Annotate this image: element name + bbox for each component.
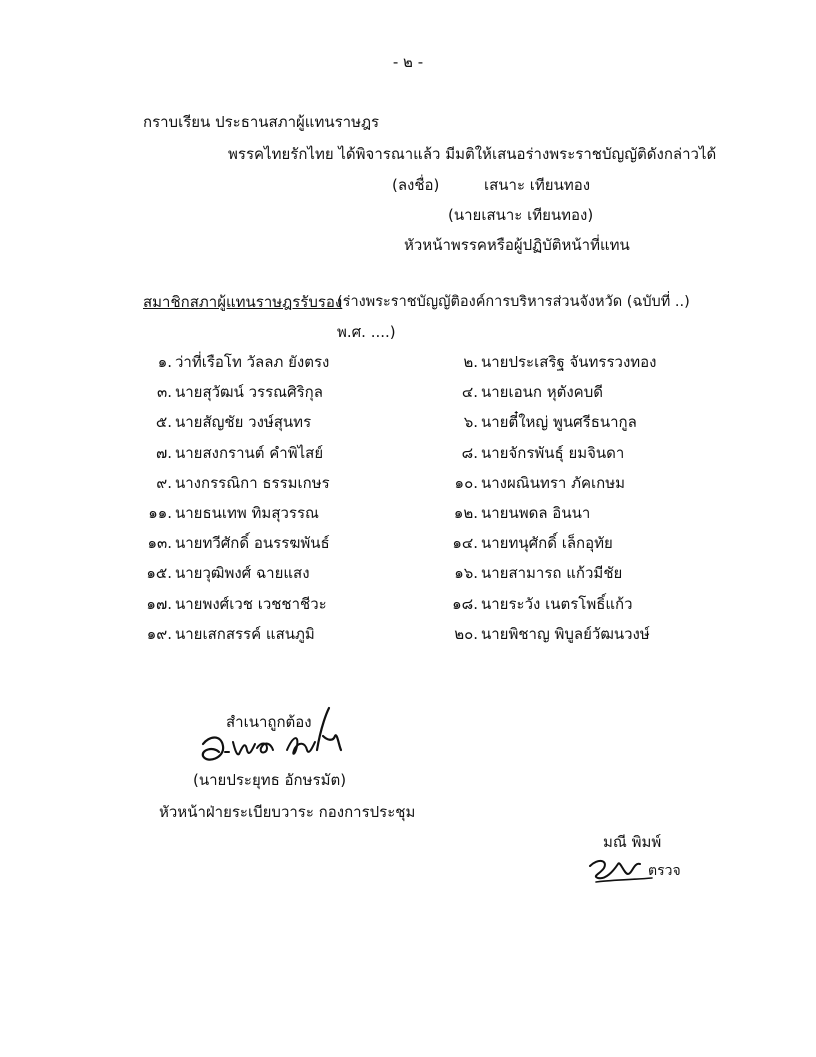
checker-label: ตรวจ [648, 863, 681, 879]
certifier-name: (นายประยุทธ อักษรมัต) [193, 771, 347, 789]
member-name: นายสามารถ แก้วมีชัย [481, 564, 623, 583]
resolution-text: พรรคไทยรักไทย ได้พิจารณาแล้ว มีมติให้เสนอร่างพระราชบัญญัติดังกล่าวได้ [228, 145, 717, 163]
members-heading: สมาชิกสภาผู้แทนราษฎรรับรอง [143, 293, 343, 311]
member-name: นายตี๋ใหญ่ พูนศรีธนากูล [481, 413, 637, 432]
member-number: ๑. [157, 353, 172, 371]
salutation: กราบเรียน ประธานสภาผู้แทนราษฎร [143, 113, 380, 131]
member-name: นายวุฒิพงศ์ ฉายแสง [175, 564, 310, 583]
member-name: นายสุวัฒน์ วรรณศิริกุล [175, 383, 323, 402]
member-number: ๕. [155, 413, 172, 432]
page-number: - ๒ - [392, 53, 424, 71]
member-number: ๑๘. [452, 594, 478, 613]
member-number: ๑๖. [454, 564, 478, 583]
member-number: ๑๓. [147, 534, 172, 553]
certified-copy-label: สำเนาถูกต้อง [226, 713, 312, 731]
member-number: ๑๒. [453, 504, 478, 522]
member-name: นายธนเทพ ทิมสุวรรณ [175, 504, 319, 522]
member-number: ๑๐. [454, 473, 478, 492]
bill-title-line2: พ.ศ. ....) [337, 323, 396, 341]
member-number: ๓. [156, 383, 172, 402]
certifier-position: หัวหน้าฝ่ายระเบียบวาระ กองการประชุม [159, 803, 416, 821]
member-name: นายทวีศักดิ์ อนรรฆพันธ์ [175, 534, 330, 553]
member-name: นายเอนก หุตังคบดี [481, 383, 603, 402]
member-number: ๔. [461, 383, 478, 402]
member-name: นายพงศ์เวช เวชชาชีวะ [175, 594, 327, 613]
member-name: นายพิชาญ พิบูลย์วัฒนวงษ์ [481, 624, 650, 643]
member-name: นายสัญชัย วงษ์สุนทร [175, 413, 312, 432]
member-number: ๑๕. [146, 564, 172, 583]
member-number: ๑๙. [146, 624, 172, 643]
member-name: นายเสกสรรค์ แสนภูมิ [175, 624, 315, 643]
certifier-signature [195, 706, 355, 776]
member-name: นายระวัง เนตรโพธิ์แก้ว [481, 594, 633, 613]
member-name: นางกรรณิกา ธรรมเกษร [175, 473, 330, 492]
member-name: นางผณินทรา ภัคเกษม [481, 473, 626, 492]
member-name: นายนพดล อินนา [481, 504, 591, 522]
member-number: ๑๔. [452, 534, 478, 553]
member-number: ๘. [461, 443, 478, 462]
member-name: ว่าที่เรือโท วัลลภ ยังตรง [175, 353, 330, 371]
bill-title-line1: (ร่างพระราชบัญญัติองค์การบริหารส่วนจังหวัด (ฉบับที่ ..) [337, 294, 690, 310]
member-number: ๗. [155, 443, 172, 462]
member-number: ๖. [463, 413, 478, 432]
signed-label: (ลงชื่อ) [392, 176, 440, 194]
member-number: ๑๑. [148, 504, 172, 522]
member-number: ๑๗. [146, 594, 172, 613]
member-name: นายสงกรานต์ คำพิไสย์ [175, 443, 324, 462]
member-name: นายทนุศักดิ์ เล็กอุทัย [481, 534, 613, 553]
signed-name: เสนาะ เทียนทอง [484, 176, 591, 194]
party-leader-full-name: (นายเสนาะ เทียนทอง) [448, 206, 594, 224]
member-number: ๙. [156, 473, 172, 492]
member-name: นายจักรพันธุ์ ยมจินดา [481, 443, 625, 462]
member-name: นายประเสริฐ จันทรรวงทอง [481, 353, 657, 371]
party-leader-position: หัวหน้าพรรคหรือผู้ปฏิบัติหน้าที่แทน [404, 236, 630, 254]
typist-note: มณี พิมพ์ [603, 833, 662, 851]
member-number: ๒๐. [454, 624, 478, 643]
member-number: ๒. [463, 353, 478, 371]
